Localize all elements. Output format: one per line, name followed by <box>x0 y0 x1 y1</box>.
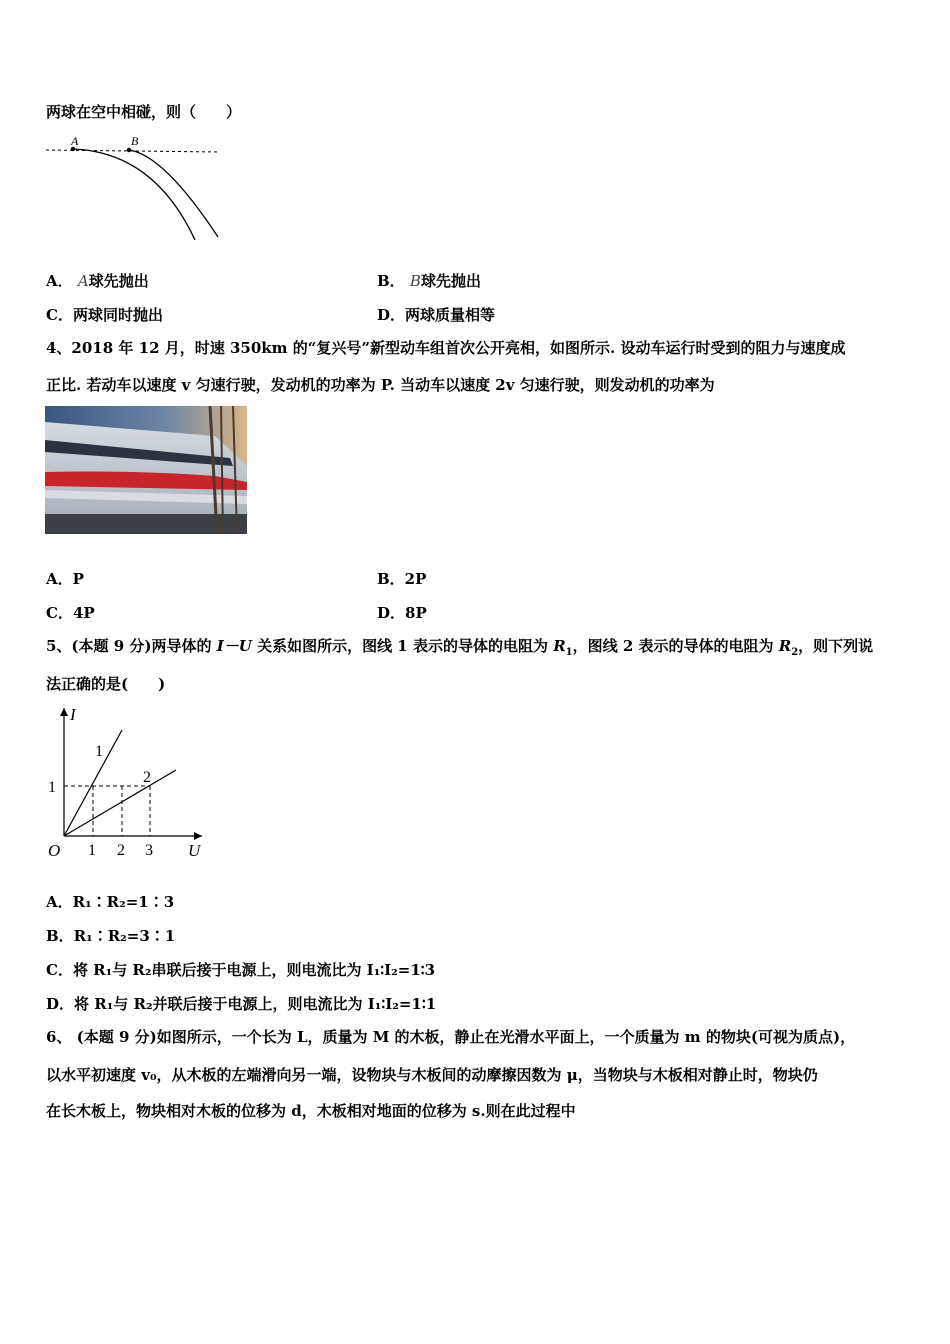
q4-option-c[interactable]: C．4P <box>46 604 95 622</box>
x-tick-2: 2 <box>117 842 125 859</box>
q4-stem-line2: 正比. 若动车以速度 v 匀速行驶，发动机的功率为 P. 当动车以速度 2v 匀速行驶，则发动机的功率为 <box>46 376 715 394</box>
line-1 <box>64 730 122 836</box>
q6-stem-line3: 在长木板上，物块相对木板的位移为 d，木板相对地面的位移为 s.则在此过程中 <box>46 1102 576 1120</box>
q5-stem-line2: 法正确的是( ) <box>46 675 166 693</box>
q3-option-a[interactable]: A． A球先抛出 <box>46 272 149 290</box>
q5-option-a[interactable]: A．R₁∶R₂=1∶3 <box>46 893 175 911</box>
iu-graph <box>44 700 214 860</box>
q4-option-d[interactable]: D．8P <box>377 604 427 622</box>
line-1-label: 1 <box>95 743 103 760</box>
label-a: A <box>71 134 79 148</box>
q3-stem: 两球在空中相碰，则（ ） <box>46 103 242 121</box>
y-axis-label: I <box>70 705 76 724</box>
train-photo <box>45 406 247 534</box>
x-axis-label: U <box>188 841 201 860</box>
q6-stem-line1: 6、 (本题 9 分)如图所示，一个长为 L，质量为 M 的木板，静止在光滑水平面上，一个质量为 m 的物块(可视为质点)， <box>46 1028 856 1046</box>
line-2-label: 2 <box>143 769 151 786</box>
q5-stem-line1: 5、(本题 9 分)两导体的 I－U 关系如图所示，图线 1 表示的导体的电阻为 $R_1$，图线 2 表示的导体的电阻为 $R_2$，则下列说 <box>46 637 874 658</box>
y-axis-arrow <box>60 708 68 716</box>
label-b: B <box>131 134 139 148</box>
q3-option-b[interactable]: B． B球先抛出 <box>377 272 481 290</box>
line-2 <box>64 770 176 836</box>
q5-option-b[interactable]: B．R₁∶R₂=3∶1 <box>46 927 176 945</box>
q3-option-d[interactable]: D．两球质量相等 <box>377 306 496 324</box>
q3-option-c[interactable]: C．两球同时抛出 <box>46 306 163 324</box>
trajectory-b <box>129 150 218 237</box>
q4-option-a[interactable]: A．P <box>46 570 84 588</box>
q5-option-d[interactable]: D．将 R₁与 R₂并联后接于电源上，则电流比为 I₁∶I₂=1∶1 <box>46 995 437 1013</box>
q6-stem-line2: 以水平初速度 v₀，从木板的左端滑向另一端，设物块与木板间的动摩擦因数为 μ，当物块与木板相对静止时，物块仍 <box>46 1066 818 1084</box>
q4-option-b[interactable]: B．2P <box>377 570 427 588</box>
q5-option-c[interactable]: C．将 R₁与 R₂串联后接于电源上，则电流比为 I₁∶I₂=1∶3 <box>46 961 436 979</box>
trajectory-a <box>73 149 195 240</box>
x-axis-arrow <box>194 832 202 840</box>
origin-label: O <box>48 841 61 860</box>
q3-projectile-figure <box>44 130 224 245</box>
y-tick-1: 1 <box>48 779 56 796</box>
x-tick-3: 3 <box>145 842 153 859</box>
x-tick-1: 1 <box>88 842 96 859</box>
q4-stem-line1: 4、2018 年 12 月，时速 350km 的“复兴号”新型动车组首次公开亮相，如图所示. 设动车运行时受到的阻力与速度成 <box>46 339 846 357</box>
